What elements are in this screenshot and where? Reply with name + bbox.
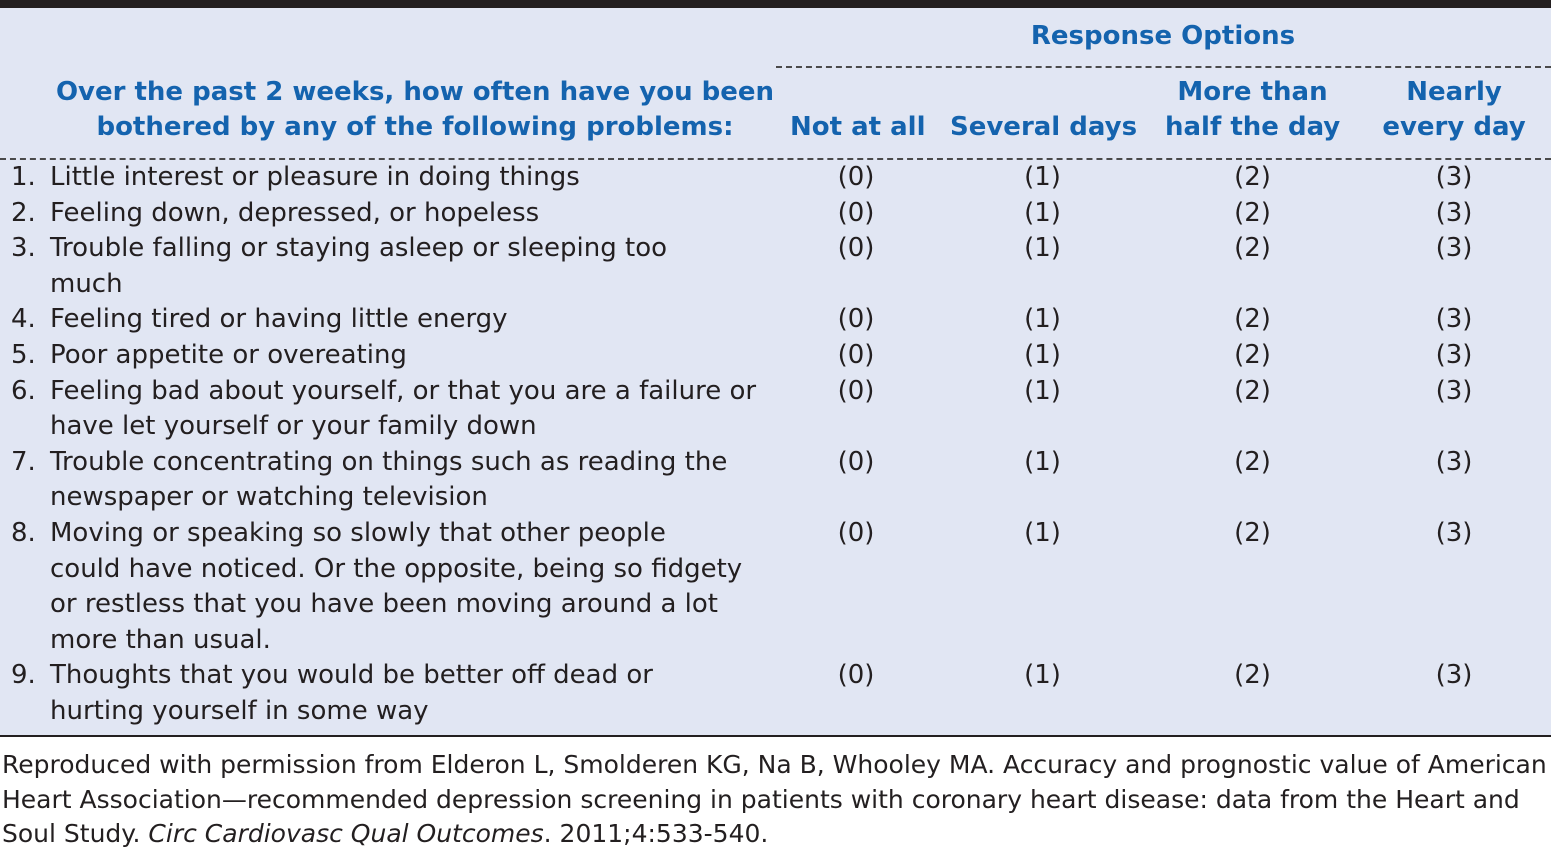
table-row bbox=[0, 516, 1551, 658]
score-cell: (1) bbox=[1024, 375, 1061, 406]
score-cell: (0) bbox=[837, 375, 875, 406]
score-cell: (3) bbox=[1435, 446, 1473, 477]
table-row bbox=[0, 445, 1551, 516]
citation-line3 bbox=[2, 817, 1550, 852]
table-row bbox=[0, 338, 1551, 374]
score-cell: (3) bbox=[1435, 197, 1473, 228]
score-cell: (0) bbox=[837, 340, 875, 370]
table-row bbox=[0, 160, 1551, 196]
item-number: 6. bbox=[11, 375, 36, 406]
bottom-rule bbox=[0, 735, 1551, 737]
score-cell: (3) bbox=[1435, 660, 1473, 691]
score-cell: (2) bbox=[1234, 340, 1271, 370]
table-row bbox=[0, 231, 1551, 302]
score-cell: (2) bbox=[1234, 304, 1271, 335]
citation-journal: Circ Cardiovasc Qual Outcomes bbox=[148, 819, 544, 848]
score-cell: (2) bbox=[1234, 375, 1271, 406]
table-row bbox=[0, 658, 1551, 729]
score-cell: (0) bbox=[837, 304, 875, 335]
item-number: 5. bbox=[11, 340, 36, 370]
item-text: Trouble falling or staying asleep or sleeping too much bbox=[50, 233, 668, 299]
score-cell: (2) bbox=[1234, 660, 1271, 691]
item-number: 8. bbox=[11, 518, 36, 548]
phq9-table bbox=[0, 8, 1551, 735]
citation-line3-suffix: . 2011;4:533-540. bbox=[543, 819, 769, 848]
score-cell: (3) bbox=[1435, 233, 1473, 264]
score-cell: (2) bbox=[1234, 446, 1271, 477]
col-header-several-days: Several days bbox=[950, 112, 1138, 142]
item-number: 4. bbox=[11, 304, 36, 335]
score-cell: (2) bbox=[1234, 197, 1271, 228]
score-cell: (0) bbox=[837, 446, 875, 477]
question-header-line1: Over the past 2 weeks, how often have you been bbox=[55, 77, 775, 107]
score-cell: (0) bbox=[837, 660, 875, 691]
score-cell: (3) bbox=[1435, 162, 1473, 192]
item-number: 1. bbox=[11, 162, 36, 192]
table-row bbox=[0, 374, 1551, 445]
item-text: Feeling tired or having little energy bbox=[50, 304, 508, 335]
score-cell: (1) bbox=[1024, 162, 1061, 192]
item-text: Moving or speaking so slowly that other people could have noticed. Or the opposite, being so fidgety or restless that you have been moving around a lot more than usual. bbox=[50, 518, 743, 655]
score-cell: (0) bbox=[837, 233, 875, 264]
score-cell: (1) bbox=[1024, 518, 1061, 548]
score-cell: (1) bbox=[1024, 304, 1061, 335]
response-options-header: Response Options bbox=[1030, 21, 1296, 51]
question-header-line2: bothered by any of the following problems: bbox=[96, 112, 734, 142]
score-cell: (3) bbox=[1435, 304, 1473, 335]
col-header-not-at-all: Not at all bbox=[790, 112, 926, 142]
header-divider bbox=[776, 66, 1551, 68]
item-number: 9. bbox=[11, 660, 36, 691]
item-text: Feeling bad about yourself, or that you are a failure or have let yourself or your family down bbox=[50, 375, 757, 442]
col-header-more-than-half-line2: half the day bbox=[1165, 112, 1341, 142]
item-text: Thoughts that you would be better off dead or hurting yourself in some way bbox=[50, 660, 653, 726]
item-number: 3. bbox=[11, 233, 36, 264]
item-text: Feeling down, depressed, or hopeless bbox=[50, 197, 540, 228]
score-cell: (2) bbox=[1234, 233, 1271, 264]
col-header-nearly-every-day-line1: Nearly bbox=[1406, 77, 1502, 107]
item-number: 2. bbox=[11, 197, 36, 228]
score-cell: (1) bbox=[1024, 233, 1061, 264]
citation bbox=[2, 748, 1550, 852]
citation-line1: Reproduced with permission from Elderon L, Smolderen KG, Na B, Whooley MA. Accuracy and prognostic value of American bbox=[2, 750, 1547, 779]
table-row bbox=[0, 302, 1551, 338]
item-text: Poor appetite or overeating bbox=[50, 340, 407, 370]
col-header-nearly-every-day-line2: every day bbox=[1382, 112, 1526, 142]
score-cell: (2) bbox=[1234, 518, 1271, 548]
score-cell: (1) bbox=[1024, 197, 1061, 228]
score-cell: (1) bbox=[1024, 660, 1061, 691]
item-text: Trouble concentrating on things such as reading the newspaper or watching television bbox=[50, 446, 728, 513]
score-cell: (0) bbox=[837, 197, 875, 228]
item-text: Little interest or pleasure in doing things bbox=[50, 162, 580, 192]
score-cell: (2) bbox=[1234, 162, 1271, 192]
score-cell: (3) bbox=[1435, 340, 1473, 370]
table-row bbox=[0, 196, 1551, 232]
col-header-more-than-half-line1: More than bbox=[1177, 77, 1328, 107]
score-cell: (3) bbox=[1435, 375, 1473, 406]
score-cell: (1) bbox=[1024, 446, 1061, 477]
citation-line3-prefix: Soul Study. bbox=[2, 819, 149, 848]
citation-line2: Heart Association—recommended depression screening in patients with coronary heart disease: data from the Heart and bbox=[2, 784, 1520, 814]
score-cell: (1) bbox=[1024, 340, 1061, 370]
score-cell: (3) bbox=[1435, 518, 1473, 548]
item-number: 7. bbox=[11, 446, 36, 477]
score-cell: (0) bbox=[837, 518, 875, 548]
score-cell: (0) bbox=[837, 162, 875, 192]
top-rule bbox=[0, 0, 1551, 8]
